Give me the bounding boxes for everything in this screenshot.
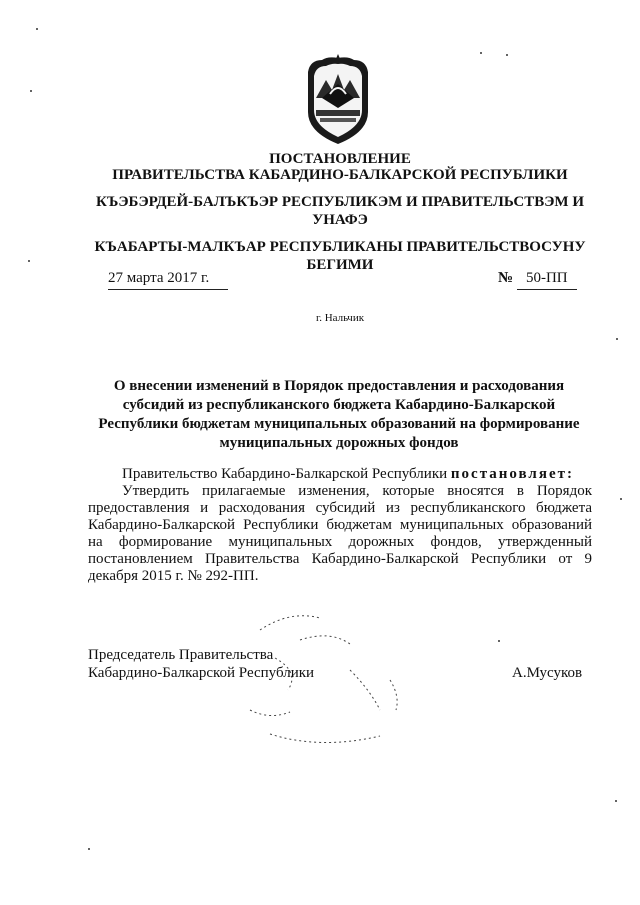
signatory-position-line1: Председатель Правительства — [88, 647, 274, 663]
signatory-name: А.Мусуков — [512, 665, 583, 681]
government-name-russian: ПРАВИТЕЛЬСТВА КАБАРДИНО-БАЛКАРСКОЙ РЕСПУБЛИКИ — [112, 167, 568, 183]
scan-speck — [28, 260, 30, 262]
body-text — [88, 466, 592, 585]
scan-speck — [30, 90, 32, 92]
scan-speck — [480, 52, 482, 54]
decree-date: 27 марта 2017 г. — [108, 270, 228, 290]
decree-number — [498, 270, 590, 290]
decree-number-value: 50-ПП — [517, 270, 577, 290]
government-name-kabardian-line2: УНАФЭ — [312, 212, 368, 228]
signatory-position-line2: Кабардино-Балкарской Республики — [88, 665, 315, 681]
government-name-balkar-line1: КЪАБАРТЫ-МАЛКЪАР РЕСПУБЛИКАНЫ ПРАВИТЕЛЬСТВОСУНУ — [94, 239, 586, 255]
coat-of-arms-emblem — [300, 54, 376, 146]
signatory-position — [88, 646, 314, 682]
subject-title-line: субсидий из республиканского бюджета Кабардино-Балкарской — [122, 397, 556, 413]
scan-speck — [36, 28, 38, 30]
scan-speck — [498, 640, 500, 642]
subject-title-line: О внесении изменений в Порядок предоставления и расходования — [113, 378, 565, 394]
subject-title-line: муниципальных дорожных фондов — [219, 435, 459, 451]
scan-speck — [506, 54, 508, 56]
intro-text: Правительство Кабардино-Балкарской Республики — [122, 466, 448, 482]
scan-speck — [88, 848, 90, 850]
number-sign: № — [498, 270, 514, 286]
subject-title — [88, 377, 590, 453]
intro-paragraph — [88, 466, 592, 483]
scan-speck — [616, 338, 618, 340]
decree-word: постановляет: — [450, 466, 574, 482]
main-paragraph: Утвердить прилагаемые изменения, которые вносятся в Порядок предоставления и расходования субсидий из республиканского бюджета Кабардино-Балкарской Республики бюджетам муниципальных образований на формирование муниципальных дорожных фондов, утвержденный постановлением Правительства Кабардино-Балкарской Республики от 9 декабря 2015 г. № 292-ПП. — [88, 483, 592, 584]
government-name-kabardian-line1: КЪЭБЭРДЕЙ-БАЛЪКЪЭР РЕСПУБЛИКЭМ И ПРАВИТЕЛЬСТВЭМ И — [96, 194, 584, 210]
decree-title: ПОСТАНОВЛЕНИЕ — [269, 151, 411, 167]
government-name-balkar-line2: БЕГИМИ — [306, 257, 374, 273]
subject-title-line: Республики бюджетам муниципальных образований на формирование — [98, 416, 580, 432]
scan-speck — [620, 498, 622, 500]
scan-speck — [615, 800, 617, 802]
city: г. Нальчик — [315, 312, 365, 324]
